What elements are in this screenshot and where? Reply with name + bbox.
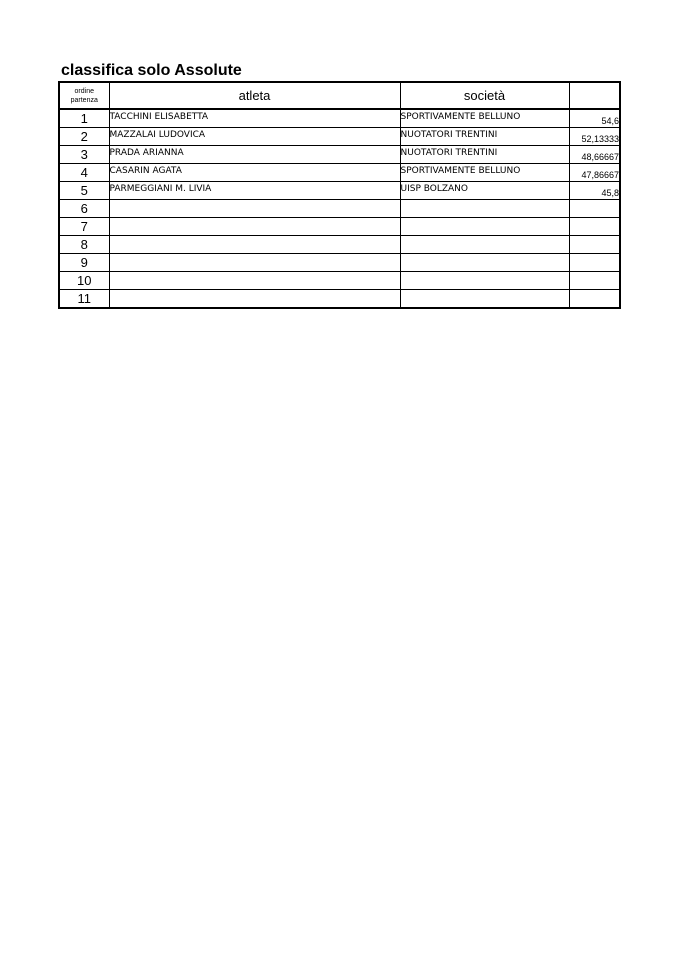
cell-ordine: 5 <box>59 182 109 200</box>
cell-ordine: 4 <box>59 164 109 182</box>
cell-punteggio <box>569 290 620 309</box>
cell-ordine: 1 <box>59 109 109 128</box>
cell-punteggio <box>569 254 620 272</box>
table-row <box>59 146 620 164</box>
cell-societa <box>400 236 569 254</box>
cell-ordine: 9 <box>59 254 109 272</box>
cell-punteggio: 54,6 <box>569 109 620 128</box>
cell-atleta: MAZZALAI LUDOVICA <box>109 128 400 146</box>
cell-atleta <box>109 290 400 309</box>
cell-societa: NUOTATORI TRENTINI <box>400 146 569 164</box>
cell-punteggio <box>569 200 620 218</box>
cell-ordine: 11 <box>59 290 109 309</box>
cell-ordine: 7 <box>59 218 109 236</box>
cell-societa <box>400 200 569 218</box>
cell-societa: SPORTIVAMENTE BELLUNO <box>400 164 569 182</box>
table-row <box>59 272 620 290</box>
cell-atleta <box>109 254 400 272</box>
table-row <box>59 109 620 128</box>
cell-ordine: 6 <box>59 200 109 218</box>
table-row <box>59 200 620 218</box>
table-row <box>59 128 620 146</box>
cell-atleta: PRADA ARIANNA <box>109 146 400 164</box>
cell-ordine: 2 <box>59 128 109 146</box>
cell-punteggio <box>569 218 620 236</box>
header-ordine-partenza: ordine partenza <box>59 82 109 109</box>
page-title: classifica solo Assolute <box>61 62 242 79</box>
header-atleta: atleta <box>109 82 400 109</box>
table-row <box>59 254 620 272</box>
cell-societa: SPORTIVAMENTE BELLUNO <box>400 109 569 128</box>
cell-atleta <box>109 218 400 236</box>
cell-atleta <box>109 272 400 290</box>
cell-punteggio <box>569 236 620 254</box>
cell-atleta: TACCHINI ELISABETTA <box>109 109 400 128</box>
table-row <box>59 218 620 236</box>
cell-societa: NUOTATORI TRENTINI <box>400 128 569 146</box>
header-punteggio <box>569 82 620 109</box>
cell-atleta: PARMEGGIANI M. LIVIA <box>109 182 400 200</box>
table-row <box>59 182 620 200</box>
cell-punteggio <box>569 272 620 290</box>
cell-ordine: 8 <box>59 236 109 254</box>
results-table <box>58 81 621 309</box>
header-societa: società <box>400 82 569 109</box>
cell-atleta <box>109 200 400 218</box>
cell-punteggio: 52,13333 <box>569 128 620 146</box>
table-header-row <box>59 82 620 109</box>
cell-punteggio: 48,66667 <box>569 146 620 164</box>
table-row <box>59 236 620 254</box>
cell-punteggio: 47,86667 <box>569 164 620 182</box>
cell-ordine: 10 <box>59 272 109 290</box>
cell-ordine: 3 <box>59 146 109 164</box>
cell-atleta: CASARIN AGATA <box>109 164 400 182</box>
cell-societa <box>400 272 569 290</box>
cell-societa <box>400 218 569 236</box>
cell-societa <box>400 290 569 309</box>
table-row <box>59 164 620 182</box>
cell-punteggio: 45,8 <box>569 182 620 200</box>
cell-societa: UISP BOLZANO <box>400 182 569 200</box>
cell-atleta <box>109 236 400 254</box>
cell-societa <box>400 254 569 272</box>
table-row <box>59 290 620 309</box>
